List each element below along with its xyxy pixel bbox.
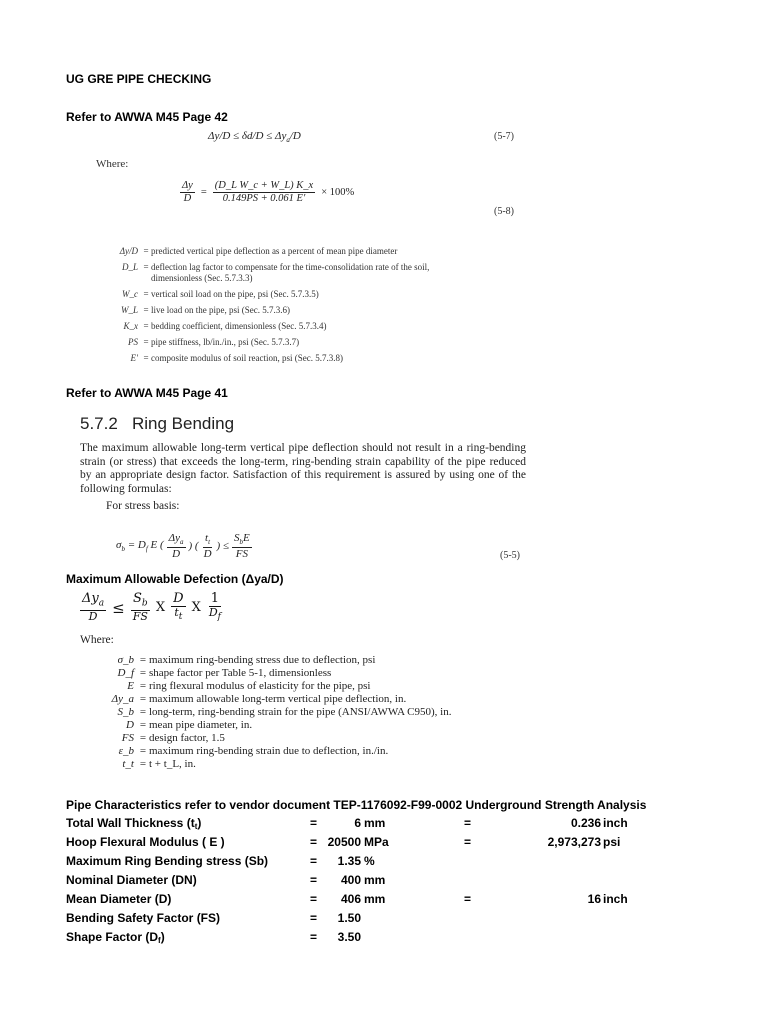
definition-text: pipe stiffness, lb/in./in., psi (Sec. 5.7.3.7) bbox=[151, 337, 300, 347]
definition-symbol: W_c bbox=[122, 289, 138, 299]
definition-text: composite modulus of soil reaction, psi (Sec. 5.7.3.8) bbox=[151, 353, 343, 363]
row-label: Total Wall Thickness $(t_t)$ bbox=[66, 816, 202, 831]
max-deflection-label: Maximum Allowable Defection (Δya/D) bbox=[66, 572, 284, 586]
pipe-characteristics-table bbox=[66, 816, 706, 949]
definition-symbol: t_t bbox=[122, 758, 134, 770]
row-equals: = bbox=[310, 892, 318, 906]
definition-text: mean pipe diameter, in. bbox=[149, 719, 253, 731]
equation-5-8-number: (5-8) bbox=[494, 206, 514, 217]
row-unit: MPa bbox=[364, 835, 389, 849]
definition-symbol: ε_b bbox=[118, 745, 134, 757]
definition-row bbox=[104, 706, 544, 719]
row-unit: mm bbox=[364, 892, 386, 906]
equation-5-7-lhs: Δy/D ≤ δd/D ≤ Δy bbox=[208, 130, 287, 142]
definition-row bbox=[96, 353, 436, 364]
definitions-list-2 bbox=[104, 654, 544, 771]
definition-text: vertical soil load on the pipe, psi (Sec. 5.7.3.5) bbox=[151, 289, 319, 299]
definition-symbol: K_x bbox=[123, 321, 138, 331]
table-row bbox=[66, 835, 706, 854]
definition-text: predicted vertical pipe deflection as a percent of mean pipe diameter bbox=[151, 246, 398, 256]
table-row bbox=[66, 816, 706, 835]
row-unit-2: inch bbox=[603, 816, 628, 830]
equation-5-8-rhs: $\frac{\text{(D\_L W\_c + W\_L) K\_x}}{0.149PS + 0.061 E'}$ bbox=[214, 180, 314, 204]
definition-symbol: S_b bbox=[117, 706, 134, 718]
definition-row bbox=[104, 654, 544, 667]
definition-text: ring flexural modulus of elasticity for the pipe, psi bbox=[149, 680, 371, 692]
definition-text: design factor, 1.5 bbox=[149, 732, 225, 744]
row-label-subscript: f bbox=[158, 936, 161, 945]
row-label: Bending Safety Factor (FS) bbox=[66, 911, 221, 925]
definition-equals: = bbox=[139, 706, 147, 718]
definition-text: maximum ring-bending stress due to deflection, psi bbox=[149, 654, 376, 666]
row-unit: % bbox=[364, 854, 375, 868]
definition-equals: = bbox=[143, 262, 149, 272]
definition-text: t + t_L, in. bbox=[149, 758, 196, 770]
page-title: UG GRE PIPE CHECKING bbox=[66, 72, 212, 86]
definition-row bbox=[104, 719, 544, 732]
row-value: 400 bbox=[340, 873, 361, 887]
row-unit: mm bbox=[364, 816, 386, 830]
row-unit: mm bbox=[364, 873, 386, 887]
row-unit-2: psi bbox=[603, 835, 621, 849]
definition-symbol: D bbox=[126, 719, 134, 731]
definition-text: maximum allowable long-term vertical pipe deflection, in. bbox=[149, 693, 407, 705]
body-paragraph: The maximum allowable long-term vertical pipe deflection should not result in a ring-bending strain (or stress) that exceeds the long-term, ring-bending strain capability of the pipe reduced by an appropriate design factor. Satisfaction of this requirement is assured by using one of the following formulas: bbox=[80, 442, 526, 495]
row-value: 406 bbox=[340, 892, 361, 906]
definition-text: shape factor per Table 5-1, dimensionless bbox=[149, 667, 332, 679]
definition-row bbox=[96, 305, 436, 316]
row-equals-2: = bbox=[464, 816, 472, 830]
row-label: Maximum Ring Bending stress (Sb) bbox=[66, 854, 269, 868]
row-equals: = bbox=[310, 854, 318, 868]
definition-row bbox=[104, 680, 544, 693]
equation-5-7-number: (5-7) bbox=[494, 131, 514, 142]
definition-equals: = bbox=[139, 745, 147, 757]
table-row bbox=[66, 854, 706, 873]
definition-equals: = bbox=[143, 321, 149, 331]
definition-symbol: Δy/D bbox=[119, 246, 138, 256]
table-row bbox=[66, 873, 706, 892]
row-value-2: 0.236 bbox=[570, 816, 601, 830]
row-value: 1.35 bbox=[337, 854, 361, 868]
definitions-list-1 bbox=[96, 246, 436, 369]
table-row bbox=[66, 892, 706, 911]
equation-5-5-number: (5-5) bbox=[500, 550, 520, 561]
equation-5-8-lhs: $\frac{\Delta y}{D}$ bbox=[182, 180, 193, 204]
definition-symbol: D_f bbox=[117, 667, 134, 679]
definition-text: maximum ring-bending strain due to deflection, in./in. bbox=[149, 745, 389, 757]
row-equals-2: = bbox=[464, 835, 472, 849]
row-equals: = bbox=[310, 816, 318, 830]
definition-row bbox=[96, 289, 436, 300]
pipe-characteristics-heading: Pipe Characteristics refer to vendor document TEP-1176092-F99-0002 Underground Strength Analysis bbox=[66, 798, 647, 812]
row-value-2: 2,973,273 bbox=[547, 835, 601, 849]
definition-row bbox=[104, 732, 544, 745]
definition-row bbox=[104, 758, 544, 771]
definition-equals: = bbox=[139, 758, 147, 770]
definition-text: bedding coefficient, dimensionless (Sec. 5.7.3.4) bbox=[151, 321, 327, 331]
equation-5-5: $\sigma_b = D_f$ E ( $\frac{\Delta y_a}{D}$ ) ( $\frac{t_t}{D}$ ) ≤ $\frac{S_bE}{FS}$ bbox=[116, 532, 250, 560]
definition-symbol: σ_b bbox=[117, 654, 134, 666]
definition-symbol: W_L bbox=[120, 305, 138, 315]
row-equals: = bbox=[310, 930, 318, 944]
row-label: Mean Diameter (D) bbox=[66, 892, 172, 906]
definition-text: deflection lag factor to compensate for the time-consolidation rate of the soil, dimensionless (Sec. 5.7.3.3) bbox=[151, 262, 430, 283]
definition-row bbox=[104, 693, 544, 706]
definition-symbol: PS bbox=[128, 337, 138, 347]
row-value: 1.50 bbox=[337, 911, 361, 925]
definition-equals: = bbox=[139, 719, 147, 731]
row-equals: = bbox=[310, 873, 318, 887]
definition-equals: = bbox=[143, 289, 149, 299]
where-label-1: Where: bbox=[96, 158, 129, 170]
equation-5-8: $\frac{\Delta y}{D}$ = $\frac{\text{(D\_L W\_c + W\_L) K\_x}}{0.149PS + 0.061 E'}$ × 100% bbox=[182, 180, 355, 204]
row-equals-2: = bbox=[464, 892, 472, 906]
definition-symbol: E′ bbox=[130, 353, 138, 363]
definition-equals: = bbox=[139, 680, 147, 692]
definition-equals: = bbox=[139, 693, 147, 705]
row-label-subscript: t bbox=[194, 822, 198, 831]
row-value-2: 16 bbox=[587, 892, 601, 906]
definition-row bbox=[96, 337, 436, 348]
definition-row bbox=[96, 262, 436, 284]
equation-5-7: $\Delta y/D \le \delta d/D \le \Delta y_a/D$ bbox=[208, 130, 301, 145]
reference-heading-1: Refer to AWWA M45 Page 42 bbox=[66, 110, 228, 124]
stress-basis-label: For stress basis: bbox=[106, 500, 180, 512]
row-value: 20500 bbox=[327, 835, 361, 849]
table-row bbox=[66, 911, 706, 930]
definition-row bbox=[96, 246, 436, 257]
definition-row bbox=[104, 745, 544, 758]
definition-row bbox=[96, 321, 436, 332]
definition-symbol: D_L bbox=[121, 262, 138, 272]
row-label: Hoop Flexural Modulus ( E ) bbox=[66, 835, 225, 849]
definition-equals: = bbox=[139, 654, 147, 666]
table-row bbox=[66, 930, 706, 949]
section-heading: 5.7.2 Ring Bending bbox=[80, 414, 235, 433]
definition-equals: = bbox=[143, 337, 149, 347]
definition-text: live load on the pipe, psi (Sec. 5.7.3.6) bbox=[151, 305, 290, 315]
definition-equals: = bbox=[139, 667, 147, 679]
definition-row bbox=[104, 667, 544, 680]
row-value: 6 bbox=[354, 816, 361, 830]
row-value: 3.50 bbox=[337, 930, 361, 944]
row-label: Nominal Diameter (DN) bbox=[66, 873, 197, 887]
row-equals: = bbox=[310, 911, 318, 925]
definition-symbol: FS bbox=[121, 732, 134, 744]
reference-heading-2: Refer to AWWA M45 Page 41 bbox=[66, 386, 228, 400]
definition-equals: = bbox=[143, 246, 149, 256]
definition-equals: = bbox=[143, 353, 149, 363]
definition-equals: = bbox=[143, 305, 149, 315]
row-equals: = bbox=[310, 835, 318, 849]
definition-symbol: Δy_a bbox=[111, 693, 134, 705]
definition-symbol: E bbox=[127, 680, 134, 692]
row-label: Shape Factor $(D_f)$ bbox=[66, 930, 165, 945]
definition-text: long-term, ring-bending strain for the pipe (ANSI/AWWA C950), in. bbox=[149, 706, 452, 718]
definition-equals: = bbox=[139, 732, 147, 744]
deflection-formula: $\frac{\Delta y_a}{D}$ ≤ $\frac{S_b}{FS}$ X $\frac{D}{t_t}$ X $\frac{1}{D_f}$ bbox=[82, 591, 221, 623]
where-label-2: Where: bbox=[80, 634, 114, 646]
row-unit-2: inch bbox=[603, 892, 628, 906]
